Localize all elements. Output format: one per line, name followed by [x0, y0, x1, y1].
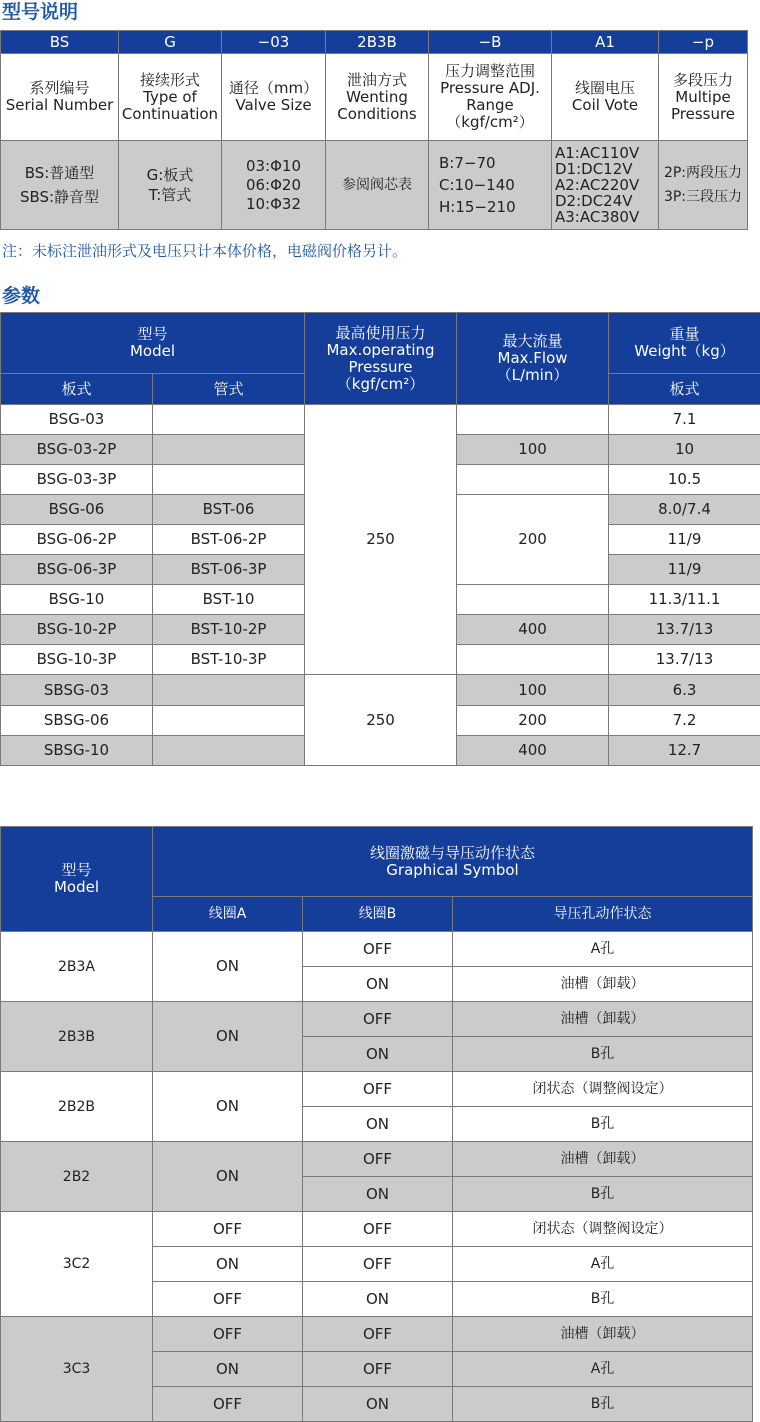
- flow-cell: [457, 645, 609, 675]
- coil-a-cell: ON: [153, 1352, 303, 1387]
- pressure-header: [305, 313, 457, 405]
- state-cell: B孔: [453, 1037, 753, 1072]
- plate-cell: BSG-10-3P: [1, 645, 153, 675]
- symbol-table: [0, 826, 753, 1422]
- weight-subheader: 板式: [609, 374, 760, 405]
- state-cell: B孔: [453, 1177, 753, 1212]
- symbol-model-header: [1, 827, 153, 932]
- plate-cell: SBSG-10: [1, 736, 153, 766]
- code-cell: BS: [1, 31, 119, 54]
- flow-header: [457, 313, 609, 405]
- value-line: SBS:静音型: [1, 185, 118, 209]
- desc-line: Pressure ADJ.: [429, 80, 551, 97]
- coil-b-cell: OFF: [303, 1352, 453, 1387]
- desc-line: 系列编号: [1, 80, 118, 97]
- flow-cell: 400: [457, 615, 609, 645]
- value-cell: [119, 141, 222, 230]
- weight-cell: 8.0/7.4: [609, 495, 760, 525]
- coil-a-cell: ON: [153, 1142, 303, 1212]
- state-cell: B孔: [453, 1107, 753, 1142]
- params-header-row: [1, 313, 760, 374]
- coil-b-cell: ON: [303, 1177, 453, 1212]
- weight-cell: 12.7: [609, 736, 760, 766]
- pipe-cell: [153, 465, 305, 495]
- code-cell: 2B3B: [326, 31, 429, 54]
- table-row: [1, 1317, 753, 1352]
- weight-cell: 13.7/13: [609, 645, 760, 675]
- coil-a-cell: ON: [153, 932, 303, 1002]
- value-line: A3:AC380V: [555, 209, 658, 225]
- symbol-model-cell: 2B2: [1, 1142, 153, 1212]
- value-line: BS:普通型: [1, 161, 118, 185]
- desc-cell: [326, 54, 429, 141]
- coil-b-cell: ON: [303, 1282, 453, 1317]
- value-line: 06:Φ20: [222, 176, 325, 195]
- table-row: [1, 1002, 753, 1037]
- plate-cell: BSG-10: [1, 585, 153, 615]
- table-row: [1, 1212, 753, 1247]
- weight-cell: 7.2: [609, 706, 760, 736]
- weight-cell: 13.7/13: [609, 615, 760, 645]
- desc-line: Pressure: [659, 106, 747, 123]
- desc-line: Valve Size: [222, 97, 325, 114]
- plate-cell: BSG-06-3P: [1, 555, 153, 585]
- coil-a-cell: ON: [153, 1247, 303, 1282]
- value-line: 10:Φ32: [222, 195, 325, 214]
- coil-a-cell: OFF: [153, 1282, 303, 1317]
- desc-line: Type of: [119, 89, 221, 106]
- header-line: 重量: [609, 326, 760, 343]
- desc-cell: [552, 54, 659, 141]
- coil-b-cell: OFF: [303, 1212, 453, 1247]
- coil-b-cell: OFF: [303, 1142, 453, 1177]
- value-cell: [659, 141, 748, 230]
- coil-a-cell: ON: [153, 1072, 303, 1142]
- desc-line: 多段压力: [659, 72, 747, 89]
- desc-line: Multipe: [659, 89, 747, 106]
- coil-a-cell: OFF: [153, 1387, 303, 1422]
- model-header: [1, 313, 305, 374]
- state-cell: A孔: [453, 1247, 753, 1282]
- flow-cell: [457, 465, 609, 495]
- model-code-table: [0, 30, 748, 230]
- state-cell: 闭状态（调整阀设定）: [453, 1072, 753, 1107]
- desc-line: （kgf/cm²）: [429, 114, 551, 131]
- model-value-row: [1, 141, 748, 230]
- header-line: Max.Flow: [457, 350, 608, 367]
- model-section-title: 型号说明: [2, 1, 78, 23]
- header-line: 最高使用压力: [305, 325, 456, 342]
- value-line: H:15−210: [439, 196, 551, 218]
- desc-line: 接续形式: [119, 72, 221, 89]
- model-code-row: [1, 31, 748, 54]
- plate-cell: SBSG-03: [1, 675, 153, 706]
- coil-a-header: 线圈A: [153, 897, 303, 932]
- plate-cell: BSG-03-2P: [1, 435, 153, 465]
- state-cell: B孔: [453, 1387, 753, 1422]
- coil-a-cell: OFF: [153, 1317, 303, 1352]
- flow-cell: 200: [457, 706, 609, 736]
- coil-a-cell: OFF: [153, 1212, 303, 1247]
- value-line: 2P:两段压力: [659, 161, 747, 185]
- plate-cell: BSG-03: [1, 405, 153, 435]
- params-table: [0, 312, 760, 766]
- desc-line: 通径（mm）: [222, 80, 325, 97]
- weight-header: [609, 313, 760, 374]
- header-line: Weight（kg）: [609, 343, 760, 360]
- weight-cell: 10.5: [609, 465, 760, 495]
- desc-cell: [222, 54, 326, 141]
- flow-cell: 100: [457, 435, 609, 465]
- value-line: 参阅阀芯表: [326, 177, 428, 193]
- weight-cell: 6.3: [609, 675, 760, 706]
- table-row: [1, 932, 753, 967]
- pipe-cell: [153, 736, 305, 766]
- pipe-subheader: 管式: [153, 374, 305, 405]
- value-line: T:管式: [119, 185, 221, 205]
- value-line: D2:DC24V: [555, 193, 658, 209]
- plate-cell: BSG-10-2P: [1, 615, 153, 645]
- desc-line: Continuation: [119, 106, 221, 123]
- coil-b-cell: OFF: [303, 1072, 453, 1107]
- value-cell: [222, 141, 326, 230]
- code-cell: A1: [552, 31, 659, 54]
- weight-cell: 7.1: [609, 405, 760, 435]
- coil-b-cell: ON: [303, 967, 453, 1002]
- pipe-cell: BST-10-2P: [153, 615, 305, 645]
- header-line: Max.operating: [305, 342, 456, 359]
- weight-cell: 11.3/11.1: [609, 585, 760, 615]
- desc-line: Serial Number: [1, 97, 118, 114]
- coil-b-header: 线圈B: [303, 897, 453, 932]
- flow-cell: 400: [457, 736, 609, 766]
- flow-cell: 100: [457, 675, 609, 706]
- plate-cell: BSG-06-2P: [1, 525, 153, 555]
- table-row: [1, 675, 760, 706]
- header-line: 线圈激磁与导压动作状态: [153, 845, 752, 862]
- symbol-model-cell: 2B2B: [1, 1072, 153, 1142]
- model-desc-row: [1, 54, 748, 141]
- desc-line: 压力调整范围: [429, 63, 551, 80]
- desc-cell: [659, 54, 748, 141]
- value-line: 3P:三段压力: [659, 185, 747, 209]
- desc-line: 泄油方式: [326, 72, 428, 89]
- header-line: 最大流量: [457, 333, 608, 350]
- desc-cell: [119, 54, 222, 141]
- value-line: G:板式: [119, 165, 221, 185]
- table-row: [1, 1142, 753, 1177]
- state-cell: A孔: [453, 932, 753, 967]
- params-section-title: 参数: [2, 285, 40, 307]
- state-header: 导压孔动作状态: [453, 897, 753, 932]
- header-line: Model: [1, 343, 304, 360]
- value-cell: [1, 141, 119, 230]
- header-line: Model: [1, 879, 152, 896]
- plate-subheader: 板式: [1, 374, 153, 405]
- code-cell: −p: [659, 31, 748, 54]
- state-cell: 油槽（卸载）: [453, 1142, 753, 1177]
- state-cell: 油槽（卸载）: [453, 967, 753, 1002]
- plate-cell: BSG-06: [1, 495, 153, 525]
- price-note: 注：未标注泄油形式及电压只计本体价格，电磁阀价格另计。: [2, 241, 407, 261]
- coil-b-cell: OFF: [303, 1247, 453, 1282]
- header-line: 型号: [1, 862, 152, 879]
- code-cell: −B: [429, 31, 552, 54]
- value-line: D1:DC12V: [555, 161, 658, 177]
- pipe-cell: BST-06-2P: [153, 525, 305, 555]
- coil-b-cell: OFF: [303, 1317, 453, 1352]
- plate-cell: SBSG-06: [1, 706, 153, 736]
- pipe-cell: BST-10: [153, 585, 305, 615]
- flow-cell: 200: [457, 495, 609, 585]
- pipe-cell: [153, 675, 305, 706]
- table-row: [1, 1072, 753, 1107]
- pipe-cell: BST-06: [153, 495, 305, 525]
- header-line: Graphical Symbol: [153, 862, 752, 879]
- value-line: 03:Φ10: [222, 157, 325, 176]
- symbol-group-header: [153, 827, 753, 897]
- value-line: B:7−70: [439, 152, 551, 174]
- header-line: （L/min）: [457, 367, 608, 384]
- coil-b-cell: OFF: [303, 932, 453, 967]
- pipe-cell: [153, 405, 305, 435]
- coil-b-cell: ON: [303, 1107, 453, 1142]
- value-cell: [429, 141, 552, 230]
- desc-cell: [429, 54, 552, 141]
- pipe-cell: [153, 435, 305, 465]
- coil-b-cell: OFF: [303, 1002, 453, 1037]
- weight-cell: 10: [609, 435, 760, 465]
- code-cell: G: [119, 31, 222, 54]
- table-row: [1, 405, 760, 435]
- value-cell: [326, 141, 429, 230]
- pressure-cell: 250: [305, 405, 457, 675]
- state-cell: 油槽（卸载）: [453, 1317, 753, 1352]
- desc-line: 线圈电压: [552, 80, 658, 97]
- header-line: （kgf/cm²）: [305, 376, 456, 393]
- coil-b-cell: ON: [303, 1037, 453, 1072]
- state-cell: 闭状态（调整阀设定）: [453, 1212, 753, 1247]
- plate-cell: BSG-03-3P: [1, 465, 153, 495]
- value-cell: [552, 141, 659, 230]
- desc-line: Range: [429, 97, 551, 114]
- symbol-model-cell: 3C2: [1, 1212, 153, 1317]
- desc-line: Coil Vote: [552, 97, 658, 114]
- weight-cell: 11/9: [609, 555, 760, 585]
- state-cell: B孔: [453, 1282, 753, 1317]
- state-cell: 油槽（卸载）: [453, 1002, 753, 1037]
- pressure-cell: 250: [305, 675, 457, 766]
- header-line: 型号: [1, 326, 304, 343]
- symbol-model-cell: 3C3: [1, 1317, 153, 1422]
- value-line: C:10−140: [439, 174, 551, 196]
- state-cell: A孔: [453, 1352, 753, 1387]
- coil-b-cell: ON: [303, 1387, 453, 1422]
- symbol-model-cell: 2B3B: [1, 1002, 153, 1072]
- pipe-cell: [153, 706, 305, 736]
- symbol-header-row: [1, 827, 753, 897]
- desc-line: Wenting: [326, 89, 428, 106]
- value-line: A2:AC220V: [555, 177, 658, 193]
- flow-cell: [457, 585, 609, 615]
- desc-cell: [1, 54, 119, 141]
- code-cell: −03: [222, 31, 326, 54]
- pipe-cell: BST-10-3P: [153, 645, 305, 675]
- pipe-cell: BST-06-3P: [153, 555, 305, 585]
- coil-a-cell: ON: [153, 1002, 303, 1072]
- value-line: A1:AC110V: [555, 145, 658, 161]
- desc-line: Conditions: [326, 106, 428, 123]
- symbol-model-cell: 2B3A: [1, 932, 153, 1002]
- weight-cell: 11/9: [609, 525, 760, 555]
- flow-cell: [457, 405, 609, 435]
- header-line: Pressure: [305, 359, 456, 376]
